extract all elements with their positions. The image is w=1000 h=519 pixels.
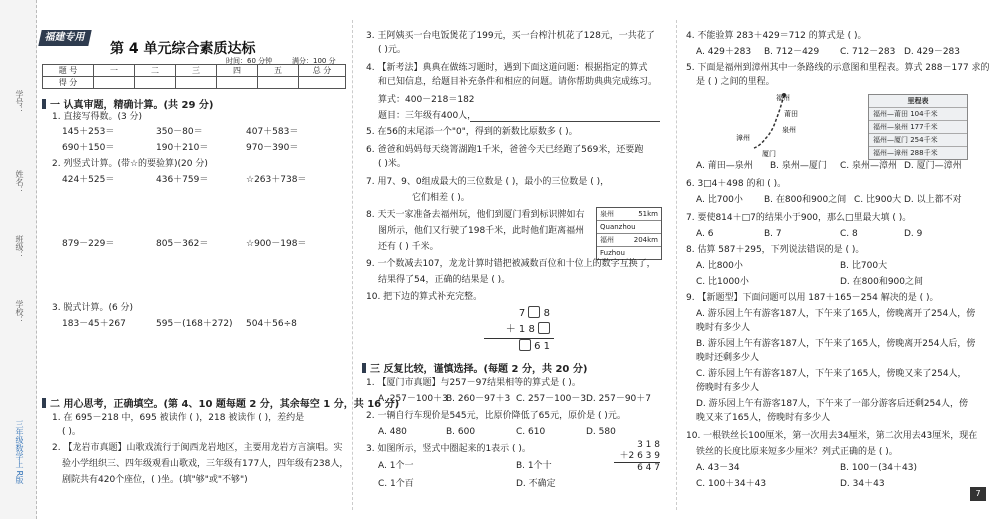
section-1-heading: 一 认真审题，精确计算。(共 29 分): [42, 96, 214, 111]
option-cont: 晚又来了165人，傍晚时有多少人: [696, 413, 831, 423]
option[interactable]: B. 100－(34＋43): [840, 463, 918, 473]
route-map: [736, 90, 856, 160]
option[interactable]: B. 7: [764, 229, 782, 239]
score-header-cell: 四: [217, 65, 258, 77]
score-table: [42, 64, 346, 89]
calc-item: 424＋525＝: [62, 175, 115, 185]
option[interactable]: D. 580: [586, 427, 616, 437]
road-sign: [596, 207, 662, 260]
option[interactable]: B. 260－97＋3: [446, 394, 511, 404]
option[interactable]: D. 34＋43: [840, 479, 885, 489]
calc-item: 805－362＝: [156, 239, 209, 249]
fill-question-2-cont: 验小学组织三、四年级观看山歌戏，三年级有177人，四年级有238人，: [62, 459, 349, 469]
question-1-3: 3. 脱式计算。(6 分): [52, 303, 134, 313]
answer-line[interactable]: [470, 121, 660, 122]
fill-question-3-cont: ( )元。: [378, 45, 406, 55]
option[interactable]: A. 6: [696, 229, 714, 239]
map-city: 福州: [776, 94, 790, 102]
score-header-cell: 一: [94, 65, 135, 77]
section-2-heading: 二 用心思考，正确填空。(第 4、10 题每题 2 分，其余每空 1 分，共 16 分): [42, 395, 399, 410]
calc-item: ☆900－198＝: [246, 239, 307, 249]
binding-strip: [0, 0, 37, 519]
mileage-row: 福州—厦门 254千米: [869, 133, 967, 146]
option[interactable]: B. 泉州—厦门: [770, 161, 827, 171]
map-city: 厦门: [762, 150, 776, 158]
option-cont: 晚时有多少人: [696, 323, 751, 333]
score-cell[interactable]: [94, 77, 135, 89]
choice-question-8: 8. 估算 587＋295，下列说法错误的是 ( )。: [686, 245, 865, 255]
choice-question-4: 4. 不能验算 283＋429＝712 的算式是 ( )。: [686, 31, 867, 41]
sign-city: 福州: [600, 236, 614, 244]
fill-question-9-cont: 结果得了54，正确的结果是 ( )。: [378, 275, 511, 285]
mileage-table: [868, 94, 968, 160]
calc-item: 145＋253＝: [62, 127, 115, 137]
option[interactable]: C. 8: [840, 229, 858, 239]
fill-question-8-cont: 图所示，他们又行驶了198千米，此时他们距离福州: [378, 226, 585, 236]
option[interactable]: A. 43－34: [696, 463, 740, 473]
calc-item: ☆263＋738＝: [246, 175, 307, 185]
fill-question-4: 4. 【新考法】典典在做练习题时，遇到下面这道问题：根据指定的算式: [366, 63, 648, 73]
column-divider: [676, 20, 677, 510]
option[interactable]: B. 游乐园上午有游客187人，下午来了165人，傍晚离开254人后，傍: [696, 339, 976, 349]
class-label: 班级：: [15, 235, 24, 259]
option[interactable]: D. 9: [904, 229, 923, 239]
fill-question-4-formula: 算式：400－218＝182: [378, 95, 475, 105]
fill-question-6-cont: ( )米。: [378, 159, 406, 169]
score-cell[interactable]: [135, 77, 176, 89]
school-label: 学校：: [15, 300, 24, 324]
vertical-addition: 7 8 ＋ 1 8 6 1: [484, 306, 554, 355]
fill-question-4-cont: 和已知信息，给题目补充条件和相应的问题。请你帮助典典完成练习。: [378, 77, 658, 87]
score-cell[interactable]: [299, 77, 346, 89]
option-cont: 晚时还剩多少人: [696, 353, 760, 363]
map-city: 漳州: [736, 134, 750, 142]
option[interactable]: A. 429＋283: [696, 47, 752, 57]
score-cell[interactable]: [176, 77, 217, 89]
option[interactable]: C. 比1000小: [696, 277, 749, 287]
fill-question-8-cont: 还有 ( ) 千米。: [378, 242, 439, 252]
fill-question-9: 9. 一个数减去107，龙龙计算时错把被减数百位和十位上的数字互换了，: [366, 259, 656, 269]
option[interactable]: B. 712－429: [764, 47, 820, 57]
option[interactable]: C. 257－100－3: [516, 394, 587, 404]
calc-item: 350－80＝: [156, 127, 203, 137]
choice-question-6: 6. 3□4＋498 的和 ( )。: [686, 179, 787, 189]
score-cell[interactable]: [258, 77, 299, 89]
sign-city-en: Quanzhou: [597, 221, 661, 234]
mileage-row: 福州—漳州 288千米: [869, 146, 967, 159]
fill-question-7: 7. 用7、9、0组成最大的三位数是 ( )，最小的三位数是 ( )，: [366, 177, 610, 187]
fill-question-10: 10. 把下边的算式补充完整。: [366, 292, 483, 302]
option[interactable]: A. 莆田—泉州: [696, 161, 753, 171]
option[interactable]: B. 比700大: [840, 261, 888, 271]
fill-question-2-cont: 剧院共有420个座位，( )坐。(填"够"或"不够"): [62, 475, 248, 485]
score-header-cell: 总 分: [299, 65, 346, 77]
choice-question-10: 10. 一根铁丝长100厘米，第一次用去34厘米，第二次用去43厘米，现在: [686, 431, 978, 441]
option[interactable]: C. 比900大: [854, 195, 902, 205]
time-label: 时间：60 分钟: [226, 57, 273, 65]
option[interactable]: A. 游乐园上午有游客187人，下午来了165人，傍晚离开了254人，傍: [696, 309, 976, 319]
option[interactable]: A. 1个一: [378, 461, 414, 471]
option-cont: 傍晚时有多少人: [696, 383, 760, 393]
calc-item: 436＋759＝: [156, 175, 209, 185]
option[interactable]: D. 厦门—漳州: [904, 161, 962, 171]
choice-question-3: 3. 如图所示，竖式中圈起来的1表示 ( )。: [366, 444, 531, 454]
section-3-heading: 三 反复比较，谨慎选择。(每题 2 分，共 20 分): [362, 360, 587, 375]
question-1-2: 2. 列竖式计算。(带☆的要验算)(20 分): [52, 159, 208, 169]
calc-item: 690＋150＝: [62, 143, 115, 153]
fill-question-1-cont: ( )。: [62, 427, 81, 437]
option[interactable]: D. 429－283: [904, 47, 961, 57]
choice-question-5-cont: 是 ( ) 之间的里程。: [696, 77, 775, 87]
page-number: 7: [970, 487, 986, 501]
calc-item: 407＋583＝: [246, 127, 299, 137]
option[interactable]: C. 712－283: [840, 47, 896, 57]
option[interactable]: D. 在800和900之间: [840, 277, 924, 287]
sign-city: 泉州: [600, 210, 614, 218]
calc-item: 879－229＝: [62, 239, 115, 249]
calc-item: 970－390＝: [246, 143, 299, 153]
map-city: 泉州: [782, 126, 796, 134]
option[interactable]: D. 以上都不对: [904, 195, 962, 205]
option[interactable]: B. 在800和900之间: [764, 195, 847, 205]
score-header-cell: 五: [258, 65, 299, 77]
circled-vertical-sum: 3 1 8 ＋2 6 3 9 6 4 7: [614, 440, 660, 474]
calc-item: 504＋56÷8: [246, 319, 297, 329]
question-1-1: 1. 直接写得数。(3 分): [52, 112, 143, 122]
option[interactable]: D. 257－90＋7: [586, 394, 652, 404]
book-label: 三年级数学上 R版: [15, 420, 24, 485]
map-city: 莆田: [784, 110, 798, 118]
option[interactable]: C. 100＋34＋43: [696, 479, 767, 489]
mileage-title: 里程表: [907, 97, 929, 105]
fill-question-3: 3. 王阿姨买一台电饭煲花了199元，买一台榨汁机花了128元，一共花了: [366, 31, 655, 41]
choice-question-9: 9. 【新题型】下面问题可以用 187＋165－254 解决的是 ( )。: [686, 293, 939, 303]
fill-question-2: 2. 【龙岩市真题】山歌戏流行于闽西龙岩地区，主要用龙岩方言演唱。实: [52, 443, 343, 453]
calc-item: 183－45＋267: [62, 319, 126, 329]
option[interactable]: C. 1个百: [378, 479, 414, 489]
option[interactable]: C. 泉州—漳州: [840, 161, 898, 171]
fill-question-4-prompt: 题目：三年级有400人，: [378, 111, 477, 121]
option[interactable]: A. 480: [378, 427, 407, 437]
choice-question-2: 2. 一辆自行车现价是545元，比原价降低了65元，原价是 ( )元。: [366, 411, 626, 421]
sign-distance: 204km: [633, 236, 658, 244]
option[interactable]: C. 游乐园上午有游客187人，下午来了165人，傍晚又来了254人，: [696, 369, 967, 379]
option[interactable]: A. 257－100＋3: [378, 394, 448, 404]
option[interactable]: A. 比800小: [696, 261, 743, 271]
choice-question-5: 5. 下面是福州到漳州其中一条路线的示意图和里程表。算式 288－177 求的: [686, 63, 990, 73]
fill-question-5: 5. 在56的末尾添一个"0"，得到的新数比原数多 ( )。: [366, 127, 578, 137]
option[interactable]: B. 600: [446, 427, 476, 437]
sign-distance: 51km: [638, 210, 658, 218]
option[interactable]: D. 不确定: [516, 479, 556, 489]
mileage-row: 福州—莆田 104千米: [869, 107, 967, 120]
student-number-label: 学号：: [15, 90, 24, 114]
fill-question-7-cont: 它们相差 ( )。: [412, 193, 470, 203]
score-row-label: 得 分: [43, 77, 94, 89]
mileage-row: 福州—泉州 177千米: [869, 120, 967, 133]
name-label: 姓名：: [15, 170, 24, 194]
option[interactable]: C. 610: [516, 427, 546, 437]
option[interactable]: B. 1个十: [516, 461, 552, 471]
score-cell[interactable]: [217, 77, 258, 89]
option[interactable]: D. 游乐园上午有游客187人，下午来了一部分游客后还剩254人，傍: [696, 399, 969, 409]
choice-question-10-cont: 铁丝的长度比原来短多少厘米？列式正确的是 ( )。: [696, 447, 898, 457]
choice-question-1: 1. 【厦门市真题】与257－97结果相等的算式是 ( )。: [366, 378, 581, 388]
score-header-cell: 二: [135, 65, 176, 77]
calc-item: 190＋210＝: [156, 143, 209, 153]
page-title: 第 4 单元综合素质达标: [110, 41, 256, 57]
calc-item: 595－(168＋272): [156, 319, 233, 329]
option[interactable]: A. 比700小: [696, 195, 743, 205]
choice-question-7: 7. 要使814＋□7的结果小于900，那么□里最大填 ( )。: [686, 213, 912, 223]
region-tag: 福建专用: [38, 30, 91, 46]
sign-city-en: Fuzhou: [600, 249, 625, 257]
fullscore-label: 满分：100 分: [292, 57, 336, 65]
fill-question-1: 1. 在 695－218 中，695 被读作 ( )，218 被读作 ( )，差约是: [52, 413, 305, 423]
column-divider: [352, 20, 353, 510]
score-header-cell: 三: [176, 65, 217, 77]
fill-question-6: 6. 爸爸和妈妈每天绕箐湖跑1千米，爸爸今天已经跑了569米，还要跑: [366, 145, 644, 155]
score-header-cell: 题 号: [43, 65, 94, 77]
fill-question-8: 8. 天天一家准备去福州玩，他们到厦门看到标识牌如右: [366, 210, 585, 220]
